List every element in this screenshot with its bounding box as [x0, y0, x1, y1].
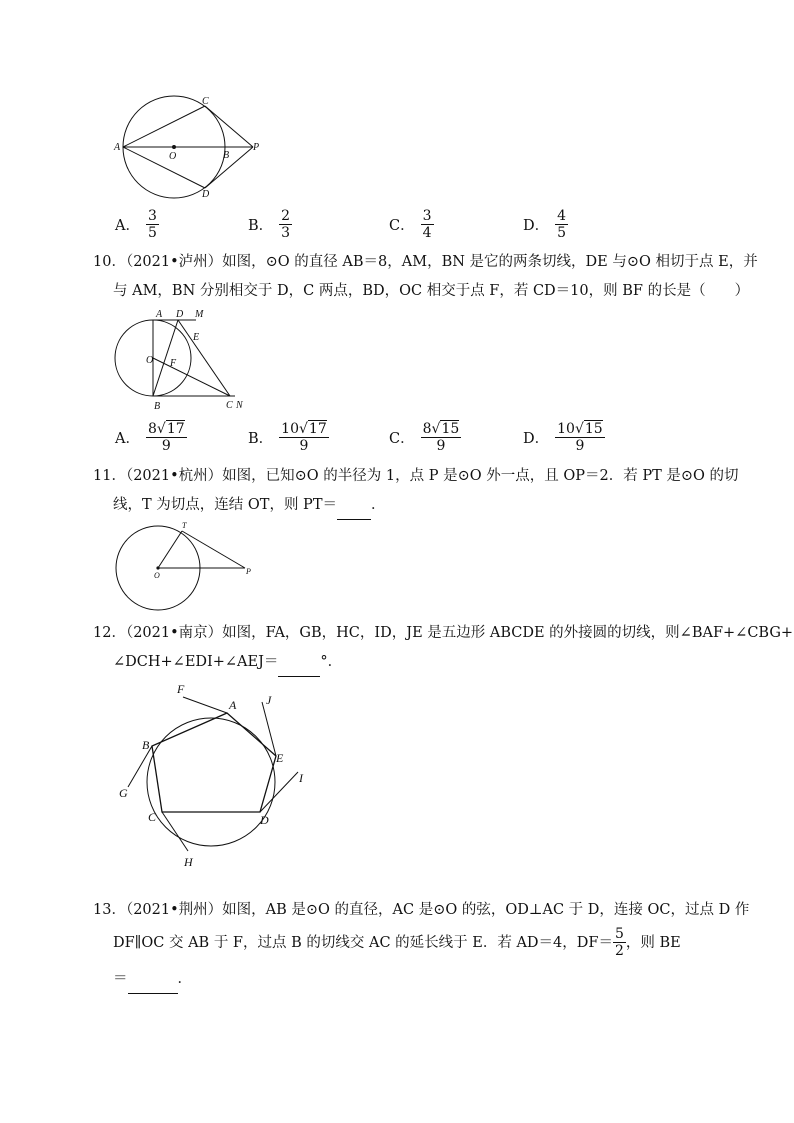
- q10-label-D: D: [176, 309, 184, 320]
- q12-label-E: E: [276, 751, 284, 765]
- q12-label-A: A: [229, 698, 237, 712]
- q10-figure: [110, 306, 250, 414]
- q11-text-line1: 11．（2021•杭州）如图，已知⊙O 的半径为 1，点 P 是⊙O 外一点，且 OP＝2．若 PT 是⊙O 的切: [93, 468, 739, 484]
- q9-label-B: B: [223, 150, 230, 161]
- q13-text-line2: DF∥OC 交 AB 于 F，过点 B 的切线交 AC 的延长线于 E．若 AD＝4，DF＝ $\frac{5}{2}$ ，则 BE: [113, 926, 681, 959]
- q10-option-b[interactable]: B． $\frac{10√17}{9}$: [248, 421, 327, 454]
- q10-label-N: N: [236, 400, 243, 411]
- q12-label-B: B: [142, 738, 150, 752]
- q9-option-a[interactable]: A． $\frac{3}{5}$: [115, 208, 157, 241]
- q10-label-F: F: [170, 358, 177, 369]
- q9-figure: [110, 95, 270, 200]
- q9-option-b[interactable]: B． $\frac{2}{3}$: [248, 208, 291, 241]
- q9-label-C: C: [202, 96, 209, 107]
- q12-label-J: J: [266, 693, 272, 707]
- q12-text-line2: ∠DCH+∠EDI+∠AEJ＝ °．: [113, 647, 342, 677]
- q10-label-C: C: [226, 400, 233, 411]
- q12-label-G: G: [119, 786, 128, 800]
- q11-label-T: T: [182, 521, 187, 530]
- q13-text-line1: 13．（2021•荆州）如图，AB 是⊙O 的直径，AC 是⊙O 的弦，OD⊥AC 于 D，连接 OC，过点 D 作: [93, 902, 750, 918]
- q9-option-d[interactable]: D． $\frac{4}{5}$: [523, 208, 567, 241]
- q13-answer-blank[interactable]: [128, 973, 178, 994]
- q9-label-O: O: [169, 151, 177, 162]
- q12-label-F: F: [177, 682, 185, 696]
- q9-label-A: A: [114, 142, 121, 153]
- q10-option-a[interactable]: A． $\frac{8√17}{9}$: [115, 421, 185, 454]
- q12-figure: [110, 676, 320, 872]
- q10-label-A: A: [156, 309, 163, 320]
- q12-label-D: D: [260, 813, 269, 827]
- q10-option-d[interactable]: D． $\frac{10√15}{9}$: [523, 421, 603, 454]
- q10-label-O: O: [146, 355, 154, 366]
- q13-text-line3: ＝ ．: [113, 964, 192, 994]
- q11-text-line2: 线，T 为切点，连结 OT，则 PT＝ ．: [113, 490, 385, 520]
- q11-answer-blank[interactable]: [337, 499, 371, 520]
- q9-label-P: P: [253, 142, 260, 153]
- q11-label-O: O: [154, 571, 160, 580]
- q12-text-line1: 12．（2021•南京）如图，FA，GB，HC，ID，JE 是五边形 ABCDE 的外接圆的切线，则∠BAF+∠CBG+: [93, 625, 794, 641]
- q12-label-H: H: [184, 855, 193, 869]
- q12-answer-blank[interactable]: [278, 656, 320, 677]
- q12-label-I: I: [299, 771, 303, 785]
- q9-label-D: D: [202, 189, 210, 200]
- q10-label-E: E: [193, 332, 200, 343]
- q10-label-M: M: [195, 309, 204, 320]
- q9-option-c[interactable]: C． $\frac{3}{4}$: [389, 208, 432, 241]
- q12-label-C: C: [148, 810, 157, 824]
- q10-text-line2: 与 AM，BN 分别相交于 D，C 两点，BD，OC 相交于点 F，若 CD＝10，则 BF 的长是（ ）: [113, 283, 750, 299]
- q11-label-P: P: [246, 567, 251, 576]
- q10-text-line1: 10．（2021•泸州）如图，⊙O 的直径 AB＝8，AM，BN 是它的两条切线，DE 与⊙O 相切于点 E，并: [93, 254, 758, 270]
- q10-option-c[interactable]: C． $\frac{8√15}{9}$: [389, 421, 460, 454]
- q11-figure: [110, 518, 260, 615]
- q10-label-B: B: [154, 401, 161, 412]
